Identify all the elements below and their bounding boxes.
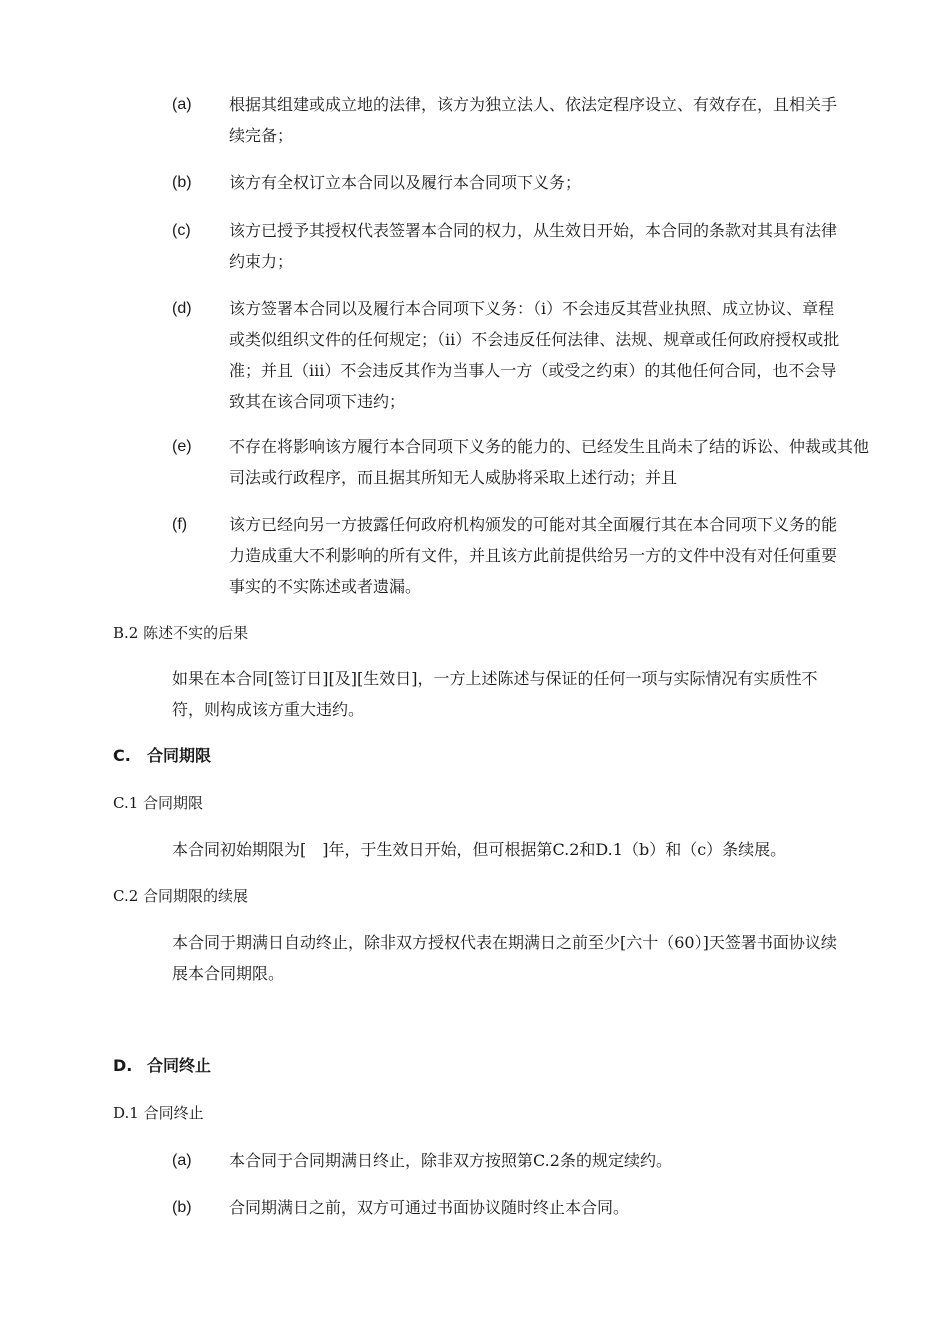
item-label: (a): [172, 1152, 192, 1169]
item-label: (b): [172, 1199, 192, 1216]
item-text: 该方已授予其授权代表签署本合同的权力，从生效日开始，本合同的条款对其具有法律约束力；: [229, 221, 838, 271]
section-c-title: 合同期限: [147, 746, 212, 765]
item-text: 根据其组建或成立地的法律，该方为独立法人、依法定程序设立、有效存在，且相关手续完备；: [229, 95, 838, 145]
list-item: [172, 215, 872, 277]
item-text: 该方签署本合同以及履行本合同项下义务：（i）不会违反其营业执照、成立协议、章程或类似组织文件的任何规定；（ii）不会违反任何法律、法规、规章或任何政府授权或批准；并且（iii）不会违反其作为当事人一方（或受之约束）的其他任何合同，也不会导致其在该合同项下违约；: [229, 299, 840, 411]
item-text: 该方已经向另一方披露任何政府机构颁发的可能对其全面履行其在本合同项下义务的能力造成重大不利影响的所有文件，并且该方此前提供给另一方的文件中没有对任何重要事实的不实陈述或者遗漏。: [229, 515, 838, 596]
item-label: (c): [172, 222, 191, 239]
section-c-number: C.: [113, 746, 131, 765]
section-c1-title: C.1 合同期限: [113, 794, 204, 812]
list-item: [172, 293, 872, 417]
list-item: [172, 431, 872, 493]
item-text: 本合同于合同期满日终止，除非双方按照第C.2条的规定续约。: [229, 1151, 672, 1170]
section-c1-text: 本合同初始期限为[ ]年，于生效日开始，但可根据第C.2和D.1（b）和（c）条续展。: [172, 840, 787, 859]
item-label: (b): [172, 174, 192, 191]
section-d-title: 合同终止: [147, 1056, 212, 1075]
section-d1-title: D.1 合同终止: [113, 1104, 204, 1122]
section-c2-text: 本合同于期满日自动终止，除非双方授权代表在期满日之前至少[六十（60）]天签署书面协议续展本合同期限。: [172, 933, 837, 983]
section-d-number: D.: [113, 1056, 133, 1075]
list-item: [172, 167, 872, 198]
item-text: 不存在将影响该方履行本合同项下义务的能力的、已经发生且尚未了结的诉讼、仲裁或其他司法或行政程序，而且据其所知无人威胁将采取上述行动；并且: [229, 437, 870, 487]
item-label: (e): [172, 438, 192, 455]
list-item: [172, 1145, 872, 1176]
section-c2-title: C.2 合同期限的续展: [113, 887, 249, 905]
item-label: (f): [172, 516, 188, 533]
list-item: [172, 89, 872, 151]
list-item: [172, 509, 872, 602]
item-label: (a): [172, 96, 192, 113]
item-text: 该方有全权订立本合同以及履行本合同项下义务；: [229, 173, 582, 192]
section-d-heading: [113, 1054, 211, 1078]
section-c-heading: [113, 744, 211, 768]
section-b2-text: 如果在本合同[签订日][及][生效日]，一方上述陈述与保证的任何一项与实际情况有实质性不符，则构成该方重大违约。: [172, 669, 818, 719]
section-b2-title: B.2 陈述不实的后果: [113, 624, 249, 642]
item-label: (d): [172, 300, 192, 317]
list-item: [172, 1192, 872, 1223]
item-text: 合同期满日之前，双方可通过书面协议随时终止本合同。: [229, 1198, 630, 1217]
